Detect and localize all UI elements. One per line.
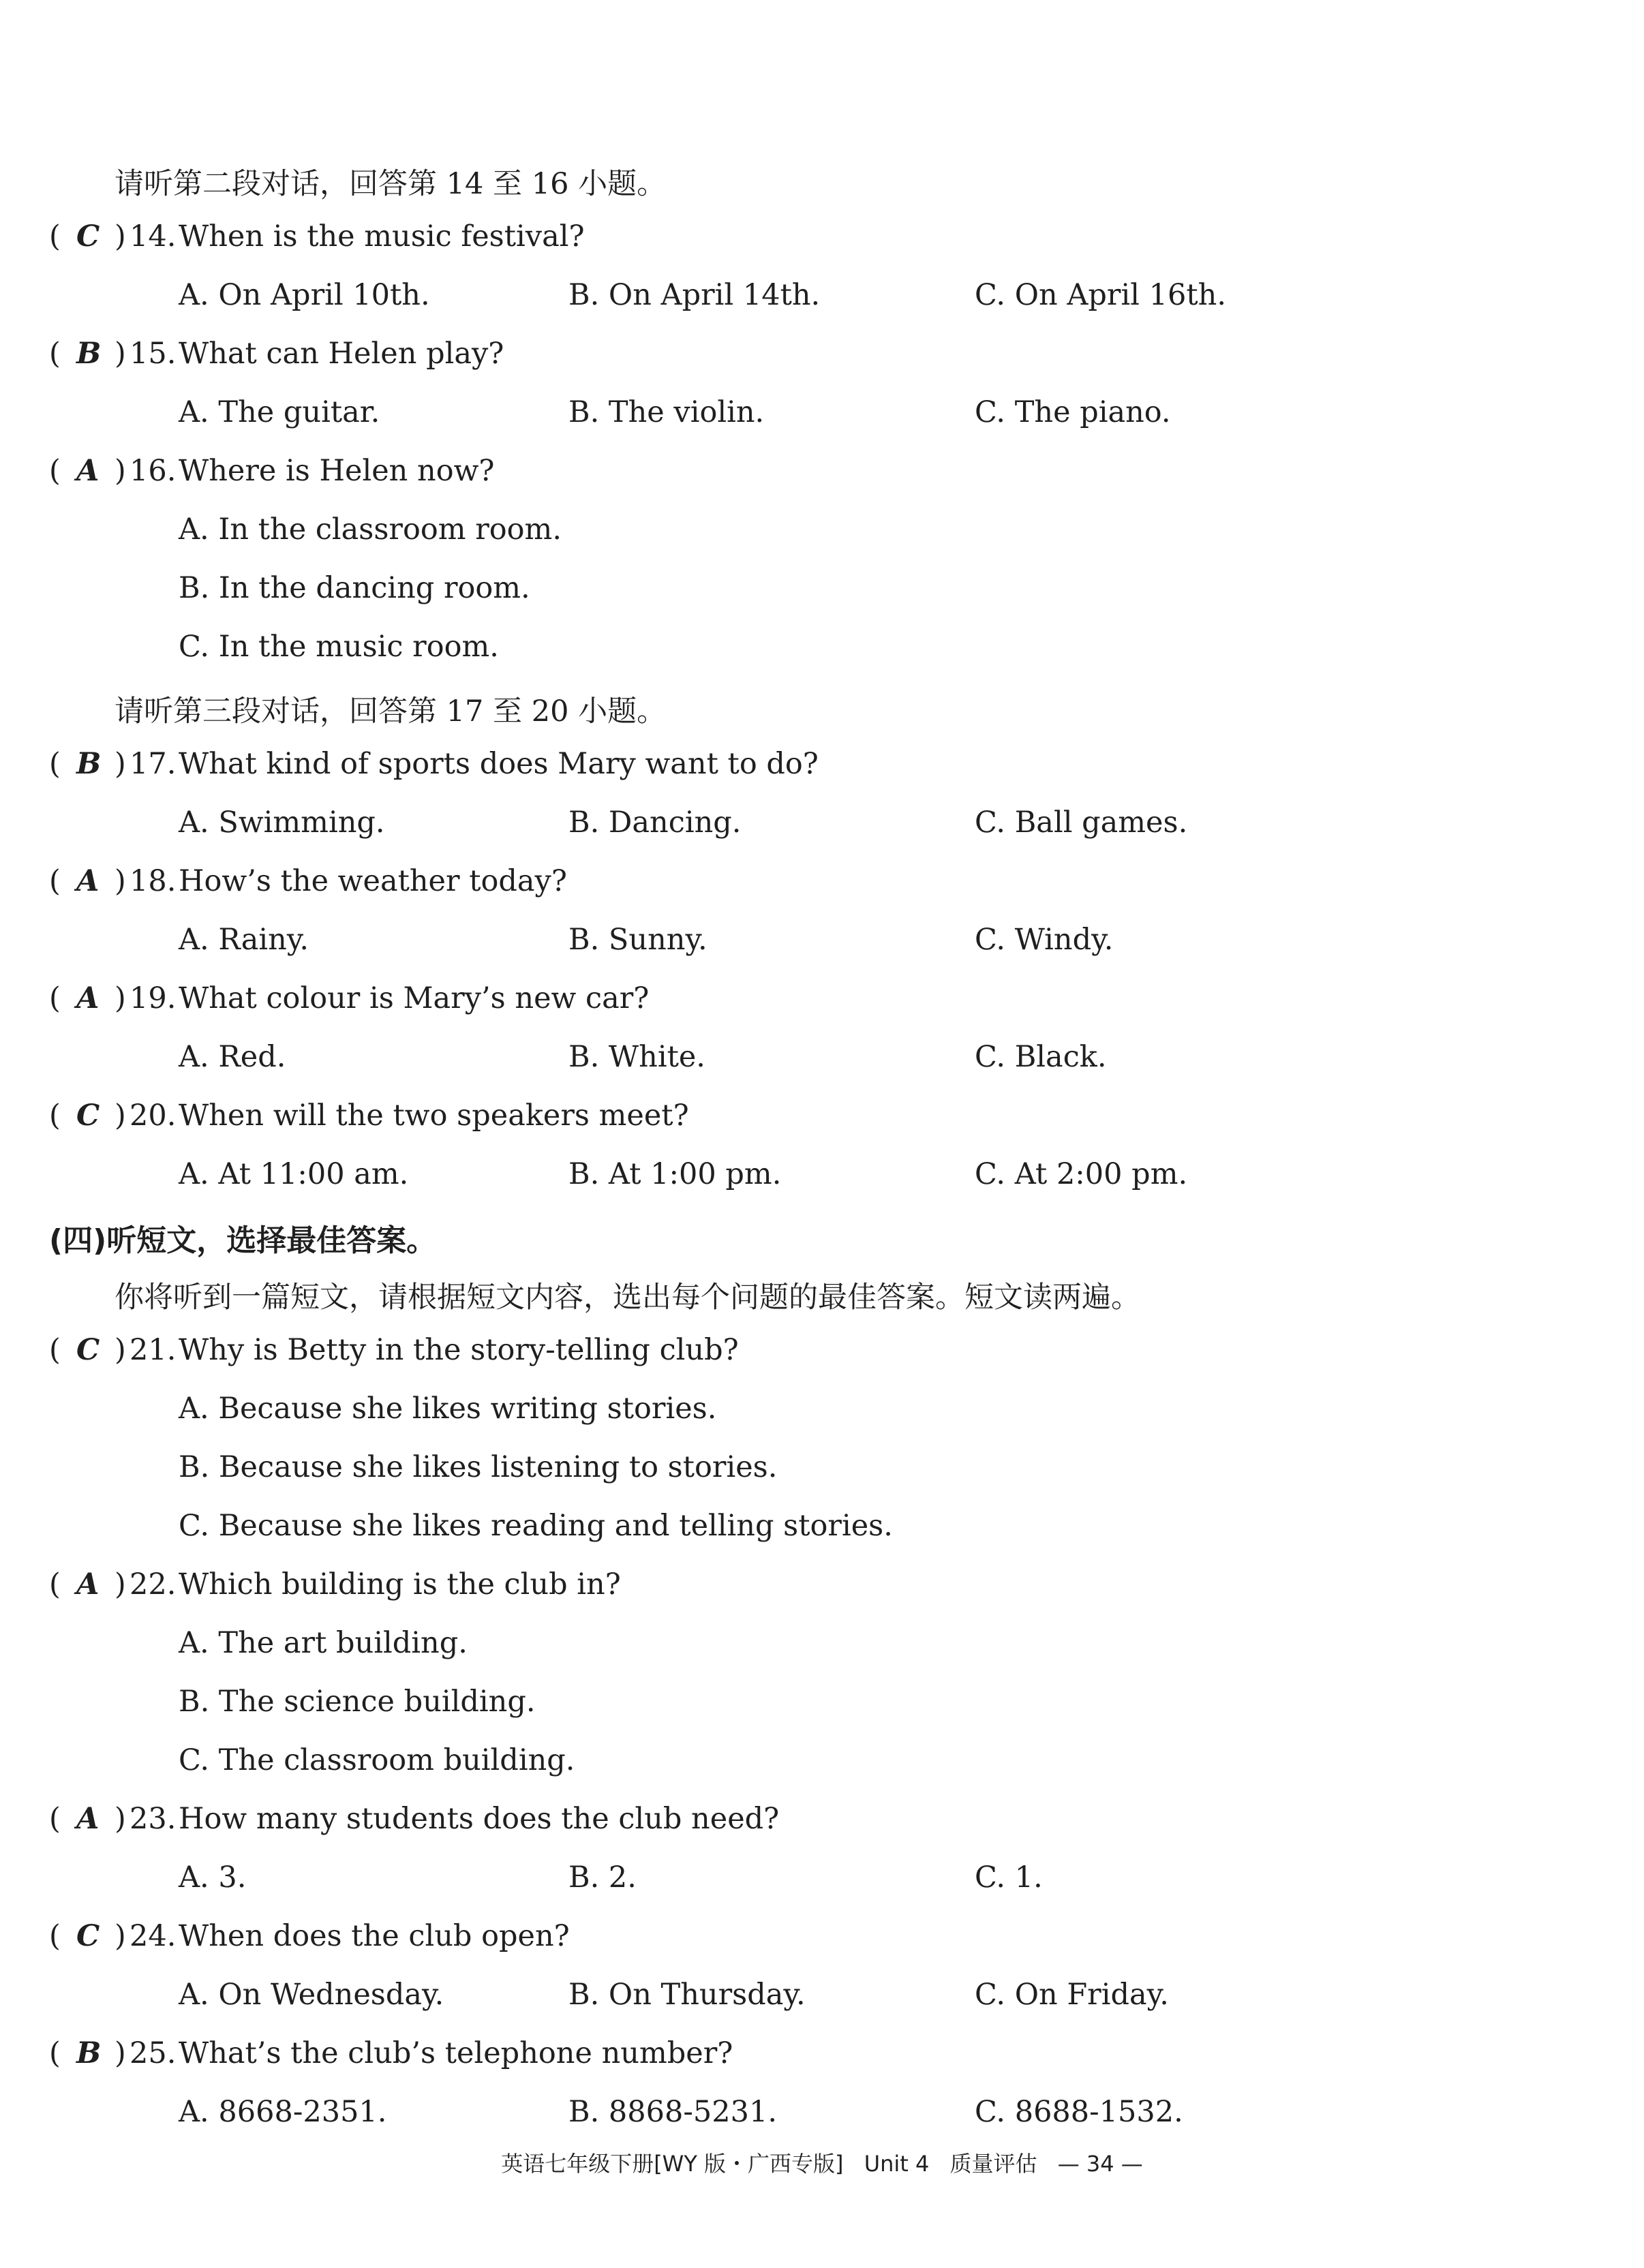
option-b: B. The science building. [179, 1685, 536, 1719]
instruction-row [0, 688, 1644, 743]
answer-letter: A [76, 454, 100, 488]
question-number: 25. [130, 2036, 177, 2070]
question-21 [0, 1333, 1644, 1388]
question-number: 22. [130, 1567, 177, 1602]
options-row-15 [0, 395, 1644, 450]
option-b: B. 8868-5231. [568, 2095, 777, 2129]
paren-close: ) [115, 1802, 126, 1836]
paren-close: ) [115, 219, 126, 254]
option-row [0, 512, 1644, 567]
paren-close: ) [115, 1567, 126, 1602]
paren-open: ( [49, 454, 61, 488]
question-24 [0, 1919, 1644, 1974]
paren-open: ( [49, 864, 61, 898]
answer-letter: A [76, 1802, 100, 1836]
question-number: 23. [130, 1802, 177, 1836]
option-row [0, 1509, 1644, 1563]
option-a: A. At 11:00 am. [179, 1157, 409, 1191]
paren-open: ( [49, 1099, 61, 1133]
answer-letter: B [76, 337, 102, 371]
option-c: C. 1. [975, 1860, 1043, 1895]
question-text: What colour is Mary’s new car? [179, 981, 650, 1015]
paren-close: ) [115, 1099, 126, 1133]
paren-open: ( [49, 1333, 61, 1367]
question-text: What’s the club’s telephone number? [179, 2036, 733, 2070]
option-a: A. Rainy. [179, 923, 309, 957]
paren-close: ) [115, 864, 126, 898]
option-c: C. Black. [975, 1040, 1107, 1074]
paren-open: ( [49, 1567, 61, 1602]
option-c: C. Ball games. [975, 806, 1188, 840]
paren-close: ) [115, 2036, 126, 2070]
option-row [0, 1626, 1644, 1681]
question-number: 19. [130, 981, 177, 1015]
option-a: A. In the classroom room. [179, 512, 562, 547]
paren-open: ( [49, 981, 61, 1015]
paren-open: ( [49, 747, 61, 781]
question-text: When will the two speakers meet? [179, 1099, 689, 1133]
option-row [0, 1685, 1644, 1739]
option-c: C. The piano. [975, 395, 1171, 429]
footer-type: 质量评估 [949, 2151, 1037, 2177]
instruction-row [0, 1274, 1644, 1329]
question-20 [0, 1099, 1644, 1153]
options-row-19 [0, 1040, 1644, 1094]
footer-unit: Unit 4 [864, 2151, 930, 2177]
option-row [0, 630, 1644, 684]
options-row-23 [0, 1860, 1644, 1915]
instruction-text: 请听第二段对话，回答第 14 至 16 小题。 [115, 167, 667, 201]
options-row-18 [0, 923, 1644, 977]
option-row [0, 1743, 1644, 1798]
question-15 [0, 337, 1644, 391]
option-a: A. The art building. [179, 1626, 468, 1660]
option-a: A. 8668-2351. [179, 2095, 387, 2129]
answer-letter: A [76, 864, 100, 898]
answer-letter: C [76, 1333, 100, 1367]
option-row [0, 1392, 1644, 1446]
option-a: A. 3. [179, 1860, 247, 1895]
answer-letter: C [76, 219, 100, 254]
answer-letter: C [76, 1919, 100, 1953]
question-text: Why is Betty in the story-telling club? [179, 1333, 739, 1367]
paren-close: ) [115, 454, 126, 488]
instruction-text: 请听第三段对话，回答第 17 至 20 小题。 [115, 694, 667, 729]
question-25 [0, 2036, 1644, 2091]
question-14 [0, 219, 1644, 274]
question-16 [0, 454, 1644, 508]
option-b: B. On April 14th. [568, 278, 821, 312]
paren-open: ( [49, 1802, 61, 1836]
option-b: B. White. [568, 1040, 705, 1074]
option-c: C. On April 16th. [975, 278, 1226, 312]
option-a: A. Swimming. [179, 806, 385, 840]
answer-letter: A [76, 981, 100, 1015]
paren-close: ) [115, 1919, 126, 1953]
option-c: C. At 2:00 pm. [975, 1157, 1188, 1191]
option-row [0, 571, 1644, 626]
option-b: B. 2. [568, 1860, 637, 1895]
question-17 [0, 747, 1644, 801]
option-b: B. At 1:00 pm. [568, 1157, 782, 1191]
question-23 [0, 1802, 1644, 1856]
option-c: C. The classroom building. [179, 1743, 575, 1777]
option-b: B. The violin. [568, 395, 765, 429]
question-number: 16. [130, 454, 177, 488]
answer-letter: C [76, 1099, 100, 1133]
option-b: B. Dancing. [568, 806, 742, 840]
question-text: How many students does the club need? [179, 1802, 780, 1836]
paren-open: ( [49, 1919, 61, 1953]
question-text: What can Helen play? [179, 337, 504, 371]
question-number: 21. [130, 1333, 177, 1367]
question-18 [0, 864, 1644, 919]
instruction-text: 你将听到一篇短文，请根据短文内容，选出每个问题的最佳答案。短文读两遍。 [115, 1281, 1140, 1315]
section-heading-row [0, 1216, 1644, 1270]
question-text: What kind of sports does Mary want to do? [179, 747, 819, 781]
paren-open: ( [49, 337, 61, 371]
question-text: Which building is the club in? [179, 1567, 621, 1602]
question-19 [0, 981, 1644, 1036]
page-footer [0, 2147, 1644, 2178]
options-row-14 [0, 278, 1644, 333]
answer-letter: A [76, 1567, 100, 1602]
option-a: A. Red. [179, 1040, 286, 1074]
question-number: 18. [130, 864, 177, 898]
question-number: 20. [130, 1099, 177, 1133]
options-row-17 [0, 806, 1644, 860]
footer-book-title: 英语七年级下册[WY 版・广西专版] [501, 2151, 844, 2177]
option-b: B. Because she likes listening to stories. [179, 1450, 778, 1484]
options-row-24 [0, 1978, 1644, 2032]
question-text: When does the club open? [179, 1919, 570, 1953]
answer-letter: B [76, 2036, 102, 2070]
option-c: C. On Friday. [975, 1978, 1169, 2012]
question-text: How’s the weather today? [179, 864, 567, 898]
option-a: A. Because she likes writing stories. [179, 1392, 717, 1426]
instruction-row [0, 161, 1644, 215]
paren-open: ( [49, 219, 61, 254]
paren-close: ) [115, 747, 126, 781]
question-text: When is the music festival? [179, 219, 585, 254]
paren-close: ) [115, 981, 126, 1015]
question-number: 24. [130, 1919, 177, 1953]
option-b: B. On Thursday. [568, 1978, 806, 2012]
option-row [0, 1450, 1644, 1505]
option-c: C. Because she likes reading and telling stories. [179, 1509, 893, 1543]
question-number: 17. [130, 747, 177, 781]
option-a: A. On Wednesday. [179, 1978, 444, 2012]
option-a: A. On April 10th. [179, 278, 430, 312]
question-text: Where is Helen now? [179, 454, 495, 488]
option-b: B. In the dancing room. [179, 571, 530, 605]
option-c: C. Windy. [975, 923, 1114, 957]
options-row-25 [0, 2095, 1644, 2149]
paren-close: ) [115, 337, 126, 371]
question-number: 15. [130, 337, 177, 371]
paren-close: ) [115, 1333, 126, 1367]
option-b: B. Sunny. [568, 923, 707, 957]
section-heading: (四)听短文，选择最佳答案。 [49, 1223, 437, 1258]
options-row-20 [0, 1157, 1644, 1212]
option-c: C. In the music room. [179, 630, 499, 664]
answer-letter: B [76, 747, 102, 781]
question-number: 14. [130, 219, 177, 254]
option-a: A. The guitar. [179, 395, 380, 429]
paren-open: ( [49, 2036, 61, 2070]
footer-page-number: — 34 — [1057, 2151, 1143, 2177]
question-22 [0, 1567, 1644, 1622]
option-c: C. 8688-1532. [975, 2095, 1183, 2129]
